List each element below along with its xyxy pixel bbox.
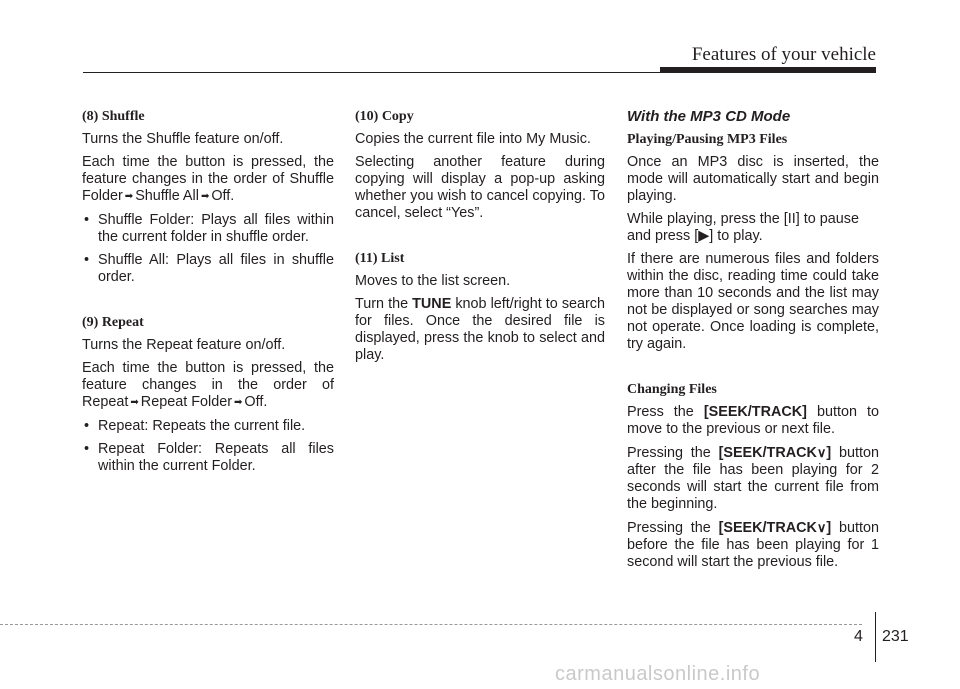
footer-divider bbox=[875, 612, 876, 662]
key-name: [SEEK/TRACK] bbox=[703, 404, 807, 420]
paragraph: If there are numerous files and folders within the disc, reading time could take more than 10 seconds and the list may not be displayed or song searches may not operate. Once loading is complete, try again. bbox=[627, 251, 879, 352]
paragraph: Copies the current file into My Music. bbox=[355, 131, 591, 147]
watermark: carmanualsonline.info bbox=[555, 663, 761, 685]
key-name: TUNE bbox=[412, 296, 452, 312]
mode-name: Off. bbox=[211, 188, 235, 204]
arrow-right-icon: ➡ bbox=[130, 397, 139, 408]
paragraph bbox=[627, 444, 879, 513]
paragraph: Turns the Shuffle feature on/off. bbox=[82, 131, 284, 147]
bullet-list bbox=[82, 212, 334, 286]
paragraph-text: Each time the button is pressed, the feature changes in the order of bbox=[82, 360, 334, 393]
header-rule bbox=[83, 72, 663, 73]
paragraph-text: Pressing the bbox=[627, 520, 711, 536]
mode-name: Shuffle All bbox=[135, 188, 199, 204]
list-item: • Repeat Folder: Repeats all files within the current Folder. bbox=[82, 441, 334, 475]
heading-repeat: (9) Repeat bbox=[82, 315, 144, 330]
paragraph-text: While playing, press the [II] to pause and press [ bbox=[627, 211, 859, 244]
heading-playing: Playing/Pausing MP3 Files bbox=[627, 132, 788, 147]
paragraph-text: button to move to the previous or next file. bbox=[627, 404, 880, 437]
list-item: • Shuffle Folder: Plays all files within the current folder in shuffle order. bbox=[82, 212, 334, 246]
paragraph: Once an MP3 disc is inserted, the mode will automatically start and begin playing. bbox=[627, 154, 879, 204]
arrow-right-icon: ➡ bbox=[200, 191, 210, 202]
heading-mp3-mode: With the MP3 CD Mode bbox=[627, 108, 791, 125]
key-name: [SEEK/TRACK bbox=[718, 445, 817, 461]
header-rule-accent bbox=[660, 67, 876, 73]
arrow-right-icon: ➡ bbox=[124, 191, 134, 202]
chapter-number: 4 bbox=[854, 628, 863, 645]
play-icon: ▶ bbox=[698, 228, 710, 244]
paragraph bbox=[627, 211, 879, 245]
key-name: ] bbox=[826, 520, 832, 536]
paragraph-text: button after the file has been playing for 2 seconds will start the current file from the beginning. bbox=[627, 445, 880, 512]
mode-name: Repeat bbox=[82, 394, 129, 410]
paragraph-text: knob left/right to search for files. Once the desired file is displayed, press the knob to select and play. bbox=[355, 296, 606, 363]
key-name: ] bbox=[826, 445, 832, 461]
page-number: 231 bbox=[882, 628, 909, 645]
list-item: • Repeat: Repeats the current file. bbox=[82, 418, 334, 435]
paragraph-text: Press the bbox=[627, 404, 694, 420]
paragraph-text: Turn the bbox=[355, 296, 409, 312]
mode-name: Repeat Folder bbox=[140, 394, 232, 410]
paragraph-text: button before the file has been playing for 1 second will start the previous file. bbox=[627, 520, 880, 570]
column-left bbox=[82, 108, 334, 481]
list-item: • Shuffle All: Plays all files in shuffle order. bbox=[82, 252, 334, 286]
paragraph-text: ] to play. bbox=[709, 228, 763, 244]
paragraph-text: Each time the button is pressed, the feature changes in the order of bbox=[82, 154, 334, 187]
paragraph bbox=[355, 296, 605, 364]
chevron-down-icon: ∨ bbox=[816, 445, 827, 460]
paragraph: Moves to the list screen. bbox=[355, 273, 511, 289]
heading-copy: (10) Copy bbox=[355, 109, 414, 124]
key-name: [SEEK/TRACK bbox=[718, 520, 817, 536]
arrow-right-icon: ➡ bbox=[234, 397, 243, 408]
paragraph bbox=[82, 154, 334, 206]
paragraph-text: Pressing the bbox=[627, 445, 711, 461]
section-title: Features of your vehicle bbox=[691, 44, 876, 65]
footer-rule bbox=[0, 624, 862, 625]
mode-name: Shuffle Folder bbox=[82, 171, 334, 204]
chevron-down-icon: ∨ bbox=[816, 520, 827, 535]
heading-list: (11) List bbox=[355, 251, 405, 266]
bullet-list bbox=[82, 418, 334, 475]
paragraph bbox=[627, 404, 879, 438]
column-middle bbox=[355, 108, 605, 370]
paragraph: Selecting another feature during copying will display a pop-up asking whether you wish to cancel copying. To cancel, select “Yes”. bbox=[355, 154, 605, 221]
heading-changing: Changing Files bbox=[627, 382, 717, 397]
mode-name: Off. bbox=[244, 394, 268, 410]
paragraph bbox=[627, 519, 879, 571]
column-right bbox=[627, 108, 879, 577]
paragraph bbox=[82, 360, 334, 412]
heading-shuffle: (8) Shuffle bbox=[82, 109, 145, 124]
paragraph: Turns the Repeat feature on/off. bbox=[82, 337, 286, 353]
